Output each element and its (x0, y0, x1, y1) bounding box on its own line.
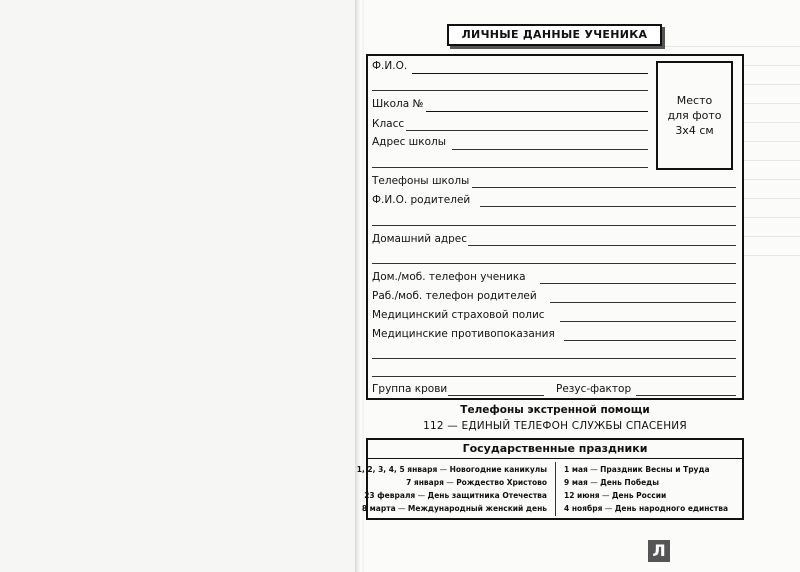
holidays-box (356, 438, 744, 520)
parents-fio-line-2[interactable] (372, 225, 736, 226)
fio-line-2[interactable] (372, 90, 648, 91)
holidays-divider (555, 462, 556, 516)
contraindications-line[interactable] (564, 340, 736, 341)
parents-fio-line[interactable] (480, 206, 736, 207)
class-label: Класс (372, 118, 405, 130)
class-line[interactable] (406, 130, 648, 131)
holiday-name: Международный женский день (407, 504, 547, 513)
photo-label-1: Место (676, 94, 713, 107)
holiday-date: 7 января (406, 478, 444, 487)
publisher-logo-icon: Л (648, 540, 670, 562)
contraindications-line-3[interactable] (372, 376, 736, 377)
holiday-name: День России (611, 491, 667, 500)
emergency-number: 112 — ЕДИНЫЙ ТЕЛЕФОН СЛУЖБЫ СПАСЕНИЯ (423, 420, 687, 432)
rh-factor-line[interactable] (636, 395, 736, 396)
fio-label: Ф.И.О. (372, 60, 408, 72)
school-phones-label: Телефоны школы (372, 175, 470, 187)
holiday-date: 4 ноября (564, 504, 603, 513)
school-address-line-2[interactable] (372, 167, 648, 168)
holiday-name: День Победы (600, 478, 660, 487)
school-address-label: Адрес школы (372, 136, 447, 148)
school-phones-line[interactable] (472, 187, 736, 188)
home-address-label: Домашний адрес (372, 233, 468, 245)
parents-fio-label: Ф.И.О. родителей (372, 194, 471, 206)
holiday-right-2: 9 мая — День Победы (564, 478, 660, 487)
school-label: Школа № (372, 98, 424, 110)
photo-placeholder (656, 61, 733, 170)
holidays-title: Государственные праздники (368, 440, 742, 459)
insurance-line[interactable] (560, 321, 736, 322)
home-address-line[interactable] (468, 245, 736, 246)
holiday-name: День народного единства (614, 504, 729, 513)
holiday-name: День защитника Отечества (427, 491, 547, 500)
holiday-date: 9 мая (564, 478, 588, 487)
school-address-line[interactable] (452, 149, 648, 150)
page-title: ЛИЧНЫЕ ДАННЫЕ УЧЕНИКА (447, 24, 662, 46)
photo-label-2: для фото (667, 109, 722, 122)
holiday-right-1: 1 мая — Праздник Весны и Труда (564, 465, 710, 474)
school-line[interactable] (426, 111, 648, 112)
blood-group-label: Группа крови (372, 383, 448, 395)
holiday-name: Рождество Христово (456, 478, 547, 487)
emergency-title: Телефоны экстренной помощи (460, 404, 650, 416)
holiday-name: Новогодние каникулы (449, 465, 547, 474)
photo-label-3: 3x4 см (675, 124, 714, 137)
contraindications-label: Медицинские противопоказания (372, 328, 555, 340)
parents-phone-label: Раб./моб. телефон родителей (372, 290, 537, 302)
fio-line[interactable] (412, 73, 648, 74)
holiday-date: 8 марта (361, 504, 396, 513)
home-address-line-2[interactable] (372, 263, 736, 264)
holiday-date: 1, 2, 3, 4, 5 января (356, 465, 438, 474)
insurance-label: Медицинский страховой полис (372, 309, 545, 321)
rh-factor-label: Резус-фактор (556, 383, 632, 395)
contraindications-line-2[interactable] (372, 358, 736, 359)
holiday-left-2: 7 января — Рождество Христово (406, 478, 547, 487)
holiday-name: Праздник Весны и Труда (600, 465, 710, 474)
blood-group-line[interactable] (448, 395, 544, 396)
holiday-left-4: 8 марта — Международный женский день (361, 504, 547, 513)
holiday-left-1: 1, 2, 3, 4, 5 января — Новогодние каникулы (356, 465, 547, 474)
holiday-date: 12 июня (564, 491, 600, 500)
holiday-right-4: 4 ноября — День народного единства (564, 504, 729, 513)
holiday-right-3: 12 июня — День России (564, 491, 667, 500)
holiday-left-3: 23 февраля — День защитника Отечества (364, 491, 547, 500)
left-page (0, 0, 360, 572)
holiday-date: 23 февраля (364, 491, 416, 500)
student-phone-line[interactable] (540, 283, 736, 284)
parents-phone-line[interactable] (550, 302, 736, 303)
student-phone-label: Дом./моб. телефон ученика (372, 271, 526, 283)
holiday-date: 1 мая (564, 465, 588, 474)
